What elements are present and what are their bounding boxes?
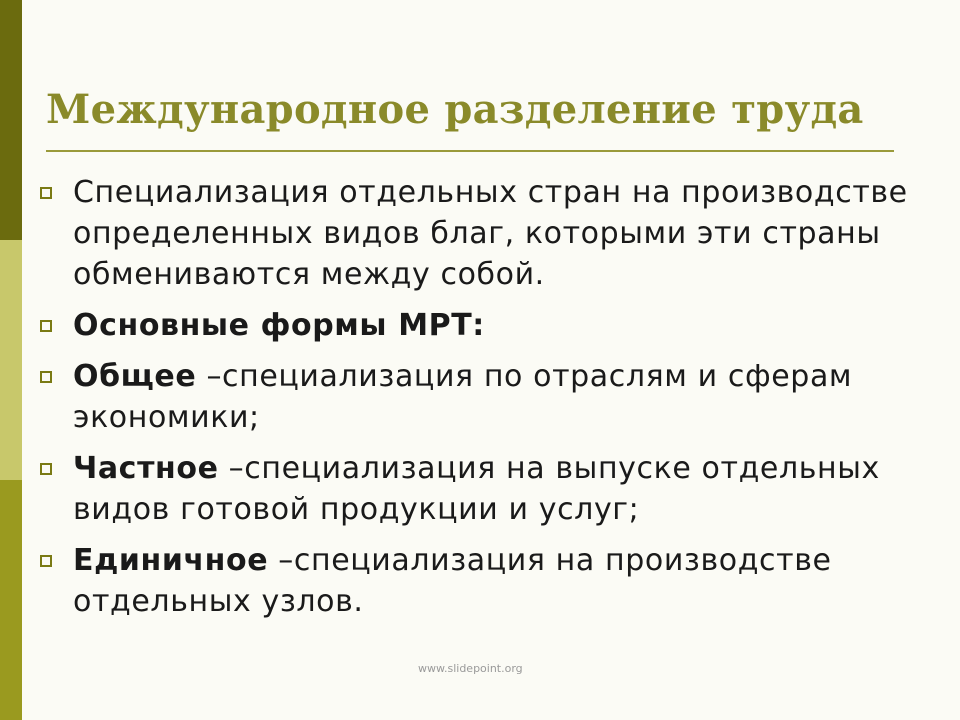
square-bullet-icon <box>40 371 52 383</box>
square-bullet-icon <box>40 463 52 475</box>
bullet-item <box>40 172 930 295</box>
watermark: www.slidepoint.org <box>418 662 523 675</box>
bullet-text: –специализация по отраслям и сферам экономики; <box>73 359 853 435</box>
bullet-text: Специализация отдельных стран на производстве определенных видов благ, которыми эти страны обмениваются между собой. <box>73 175 908 292</box>
bullet-text: –специализация на выпуске отдельных видов готовой продукции и услуг; <box>73 451 880 527</box>
bullet-term: Основные формы МРТ: <box>73 308 485 343</box>
bullet-item <box>40 356 930 438</box>
bullet-item <box>40 540 930 622</box>
bullet-item <box>40 448 930 530</box>
bullet-term: Единичное <box>73 543 269 578</box>
side-bar-bottom <box>0 480 22 720</box>
square-bullet-icon <box>40 187 52 199</box>
bullet-list <box>40 172 930 632</box>
bullet-term: Частное <box>73 451 219 486</box>
bullet-text: –специализация на производстве отдельных узлов. <box>73 543 832 619</box>
side-bar-top <box>0 0 22 240</box>
bullet-item <box>40 305 930 346</box>
side-bar-middle <box>0 240 22 480</box>
square-bullet-icon <box>40 320 52 332</box>
square-bullet-icon <box>40 555 52 567</box>
bullet-term: Общее <box>73 359 197 394</box>
slide-title: Международное разделение труда <box>46 86 864 133</box>
title-underline <box>46 150 894 152</box>
